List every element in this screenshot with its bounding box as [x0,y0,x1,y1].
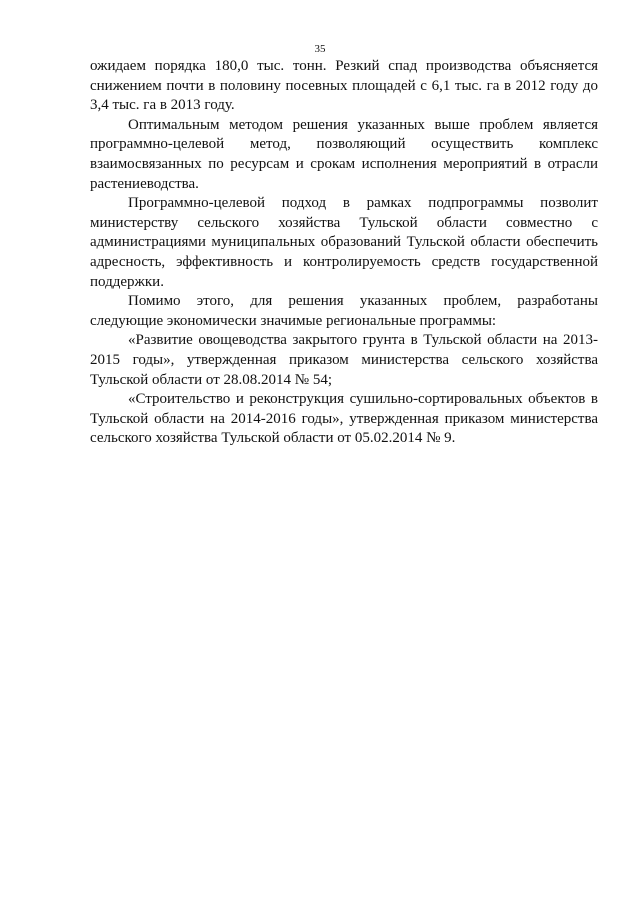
paragraph-1: ожидаем порядка 180,0 тыс. тонн. Резкий спад производства объясняется снижением почти в половину посевных площадей с 6,1 тыс. га в 2012 году до 3,4 тыс. га в 2013 году. [90,58,598,114]
paragraph-4: Помимо этого, для решения указанных проблем, разработаны следующие экономически значимые региональные программы: [90,293,598,329]
program-item-2: «Строительство и реконструкция сушильно-сортировальных объектов в Тульской области на 2014-2016 годы», утвержденная приказом министерства сельского хозяйства Тульской области от 05.02.2014 № 9. [90,391,598,447]
program-item-1: «Развитие овощеводства закрытого грунта в Тульской области на 2013-2015 годы», утвержденная приказом министерства сельского хозяйства Тульской области от 28.08.2014 № 54; [90,332,598,388]
paragraph-3: Программно-целевой подход в рамках подпрограммы позволит министерству сельского хозяйства Тульской области совместно с администрациями муниципальных образований Тульской области обеспечить адресность, эффективность и контролируемость средств государственной поддержки. [90,195,598,290]
paragraph-2: Оптимальным методом решения указанных выше проблем является программно-целевой метод, позволяющий осуществить комплекс взаимосвязанных по ресурсам и срокам исполнения мероприятий в отрасли растениеводства. [90,116,598,192]
page-number: 35 [314,43,326,55]
document-body [90,57,598,449]
